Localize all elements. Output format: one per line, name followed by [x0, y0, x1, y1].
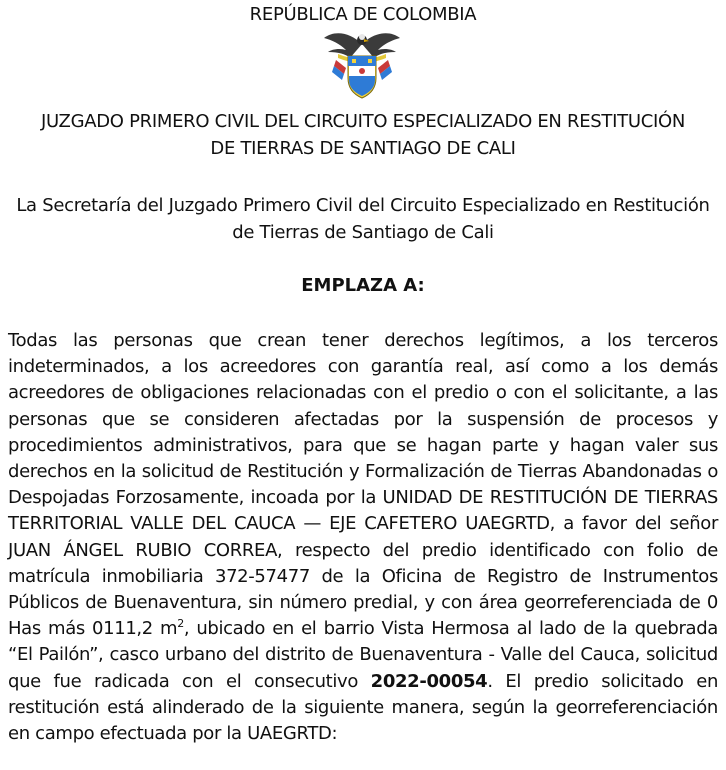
issuer-line1: La Secretaría del Juzgado Primero Civil del Circuito Especializado en Restitución [16, 195, 710, 216]
coat-of-arms-icon [320, 28, 404, 100]
court-name-line1: JUZGADO PRIMERO CIVIL DEL CIRCUITO ESPECIALIZADO EN RESTITUCIÓN [40, 111, 686, 132]
issuer-statement [0, 192, 726, 246]
area-unit-superscript: 2 [177, 617, 184, 631]
court-name [0, 108, 726, 162]
body-part2: , ubicado en el barrio Vista Hermosa al lado de la quebrada “El Pailón”, casco urbano del distrito de Buenaventura - Valle del Cauca, solicitud que fue radicada con el consecutivo [8, 618, 718, 692]
body-part1: Todas las personas que crean tener derechos legítimos, a los terceros indeterminados, a los acreedores con garantía real, así como a los demás acreedores de obligaciones relacionadas con el predio o con el solicitante, a las personas que se consideren afectadas por la suspensión de procesos y procedimientos administrativos, para que se hagan parte y hagan valer sus derechos en la solicitud de Restitución y Formalización de Tierras Abandonadas o Despojadas Forzosamente, incoada por la UNIDAD DE RESTITUCIÓN DE TIERRAS TERRITORIAL VALLE DEL CAUCA — EJE CAFETERO UAEGRTD, a favor del señor JUAN ÁNGEL RUBIO CORREA, respecto del predio identificado con folio de matrícula inmobiliaria 372-57477 de la Oficina de Registro de Instrumentos Públicos de Buenaventura, sin número predial, y con área georreferenciada de 0 Has más 0111,2 m [8, 330, 718, 640]
body-part3: . El predio solicitado en restitución está alinderado de la siguiente manera, según la georreferenciación en campo efectuada por la UAEGRTD: [8, 670, 719, 745]
radicado-number: 2022-00054 [370, 670, 488, 692]
emplaza-heading: EMPLAZA A: [301, 275, 425, 296]
issuer-line2: de Tierras de Santiago de Cali [232, 222, 494, 243]
summons-body [8, 328, 718, 747]
court-name-line2: DE TIERRAS DE SANTIAGO DE CALI [210, 138, 516, 159]
country-heading: REPÚBLICA DE COLOMBIA [249, 4, 477, 25]
